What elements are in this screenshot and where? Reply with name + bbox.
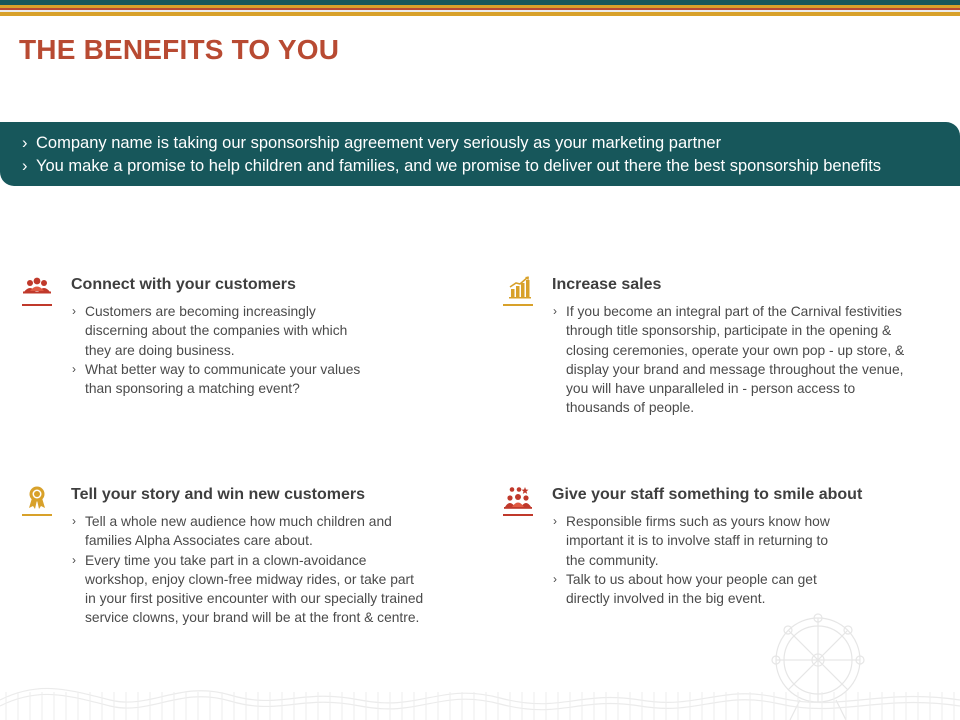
chevron-right-icon: › — [72, 514, 76, 528]
benefit-heading: Connect with your customers — [71, 276, 296, 293]
chevron-right-icon: › — [553, 514, 557, 528]
bullet-line: display your brand and message throughout the venue, — [566, 361, 904, 377]
bullet-line: Talk to us about how your people can get — [566, 571, 817, 587]
bullet-line: Customers are becoming increasingly — [85, 304, 316, 319]
benefit-heading: Increase sales — [552, 276, 662, 293]
bullet-line: important it is to involve staff in returning to — [566, 533, 829, 549]
benefit-heading: Tell your story and win new customers — [71, 486, 365, 503]
bullet-line: Tell a whole new audience how much children and — [85, 514, 392, 529]
bullet-line: the community. — [566, 552, 659, 568]
bullet-line: closing ceremonies, operate your own pop - up store, & — [566, 342, 905, 358]
banner-text: Company name is taking our sponsorship agreement very seriously as your marketing partner — [36, 134, 722, 152]
bullet-line: If you become an integral part of the Carnival festivities — [566, 304, 902, 319]
bullet-line: thousands of people. — [566, 400, 695, 416]
bullet-line: than sponsoring a matching event? — [85, 381, 300, 397]
bullet-line: in your first positive encounter with our specially trained — [85, 591, 424, 607]
bullet-line: What better way to communicate your values — [85, 361, 361, 377]
chevron-right-icon: › — [553, 304, 557, 318]
bullet-line: service clowns, your brand will be at the front & centre. — [85, 610, 420, 626]
bullet-line: workshop, enjoy clown-free midway rides, or take part — [85, 571, 414, 587]
bullet-line: Responsible firms such as yours know how — [566, 514, 830, 529]
bullet-line: through title sponsorship, participate in the opening & — [566, 323, 892, 339]
chevron-right-icon: › — [72, 304, 76, 318]
bullet-line: you will have unparalleled in - person access to — [566, 381, 856, 397]
chevron-right-icon: › — [553, 571, 557, 586]
benefit-heading: Give your staff something to smile about — [552, 486, 863, 503]
chevron-right-icon: › — [72, 361, 76, 376]
bullet-line: discerning about the companies with which — [85, 323, 348, 339]
chevron-right-icon: › — [22, 134, 28, 152]
bullet-line: directly involved in the big event. — [566, 591, 766, 607]
chevron-right-icon: › — [22, 157, 28, 175]
chevron-right-icon: › — [72, 552, 76, 567]
bullet-line: families Alpha Associates care about. — [85, 533, 313, 549]
banner-text: You make a promise to help children and families, and we promise to deliver out there the best sponsorship benefits — [36, 157, 882, 175]
roller-coaster-track — [0, 688, 960, 709]
bullet-line: Every time you take part in a clown-avoidance — [85, 552, 367, 568]
page-title: THE BENEFITS TO YOU — [19, 34, 340, 65]
bullet-line: they are doing business. — [85, 342, 235, 358]
